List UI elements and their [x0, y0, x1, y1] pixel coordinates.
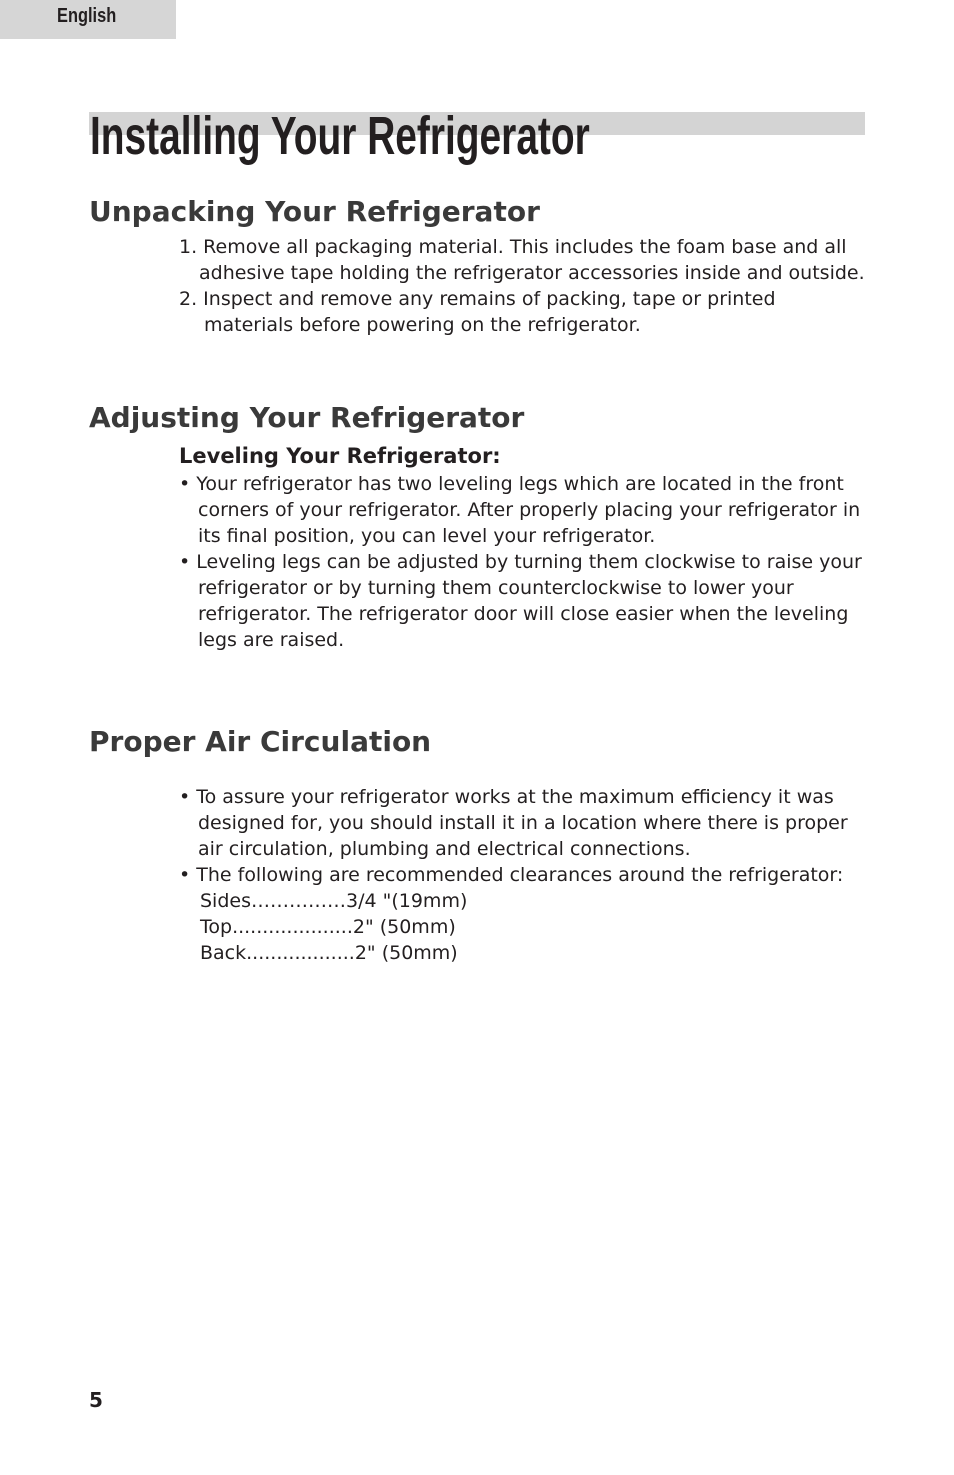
clearance-list	[179, 888, 848, 966]
list-item: • The following are recommended clearances around the refrigerator:	[179, 864, 844, 886]
leveling-list	[179, 471, 862, 653]
air-circulation-list	[179, 784, 848, 966]
list-item: • Your refrigerator has two leveling legs which are located in the front corners of your refrigerator. After properly placing your refrigerator in its final position, you can level your refrigerator.	[179, 473, 861, 547]
list-item: 2. Inspect and remove any remains of packing, tape or printed materials before powering on the refrigerator.	[179, 288, 776, 336]
page-title: Installing Your Refrigerator	[90, 106, 590, 166]
section-heading-unpacking: Unpacking Your Refrigerator	[89, 195, 540, 228]
list-item: • To assure your refrigerator works at the maximum efficiency it was designed for, you should install it in a location where there is proper air circulation, plumbing and electrical connections.	[179, 786, 848, 860]
section-heading-adjusting: Adjusting Your Refrigerator	[89, 401, 525, 434]
clearance-top: Top....................2" (50mm)	[200, 916, 456, 938]
section-heading-air-circulation: Proper Air Circulation	[89, 725, 432, 758]
language-tab	[0, 0, 176, 39]
unpacking-list	[179, 234, 865, 338]
clearance-sides: Sides……………3/4 "(19mm)	[200, 890, 468, 912]
list-item: • Leveling legs can be adjusted by turning them clockwise to raise your refrigerator or by turning them counterclockwise to lower your refrigerator. The refrigerator door will close easier when the leveling legs are raised.	[179, 551, 862, 651]
clearance-back: Back..................2" (50mm)	[200, 942, 458, 964]
list-item: 1. Remove all packaging material. This includes the foam base and all adhesive tape holding the refrigerator accessories inside and outside.	[179, 236, 865, 284]
language-label: English	[57, 5, 117, 27]
page-number: 5	[89, 1388, 103, 1412]
subheading-leveling: Leveling Your Refrigerator:	[179, 444, 501, 468]
